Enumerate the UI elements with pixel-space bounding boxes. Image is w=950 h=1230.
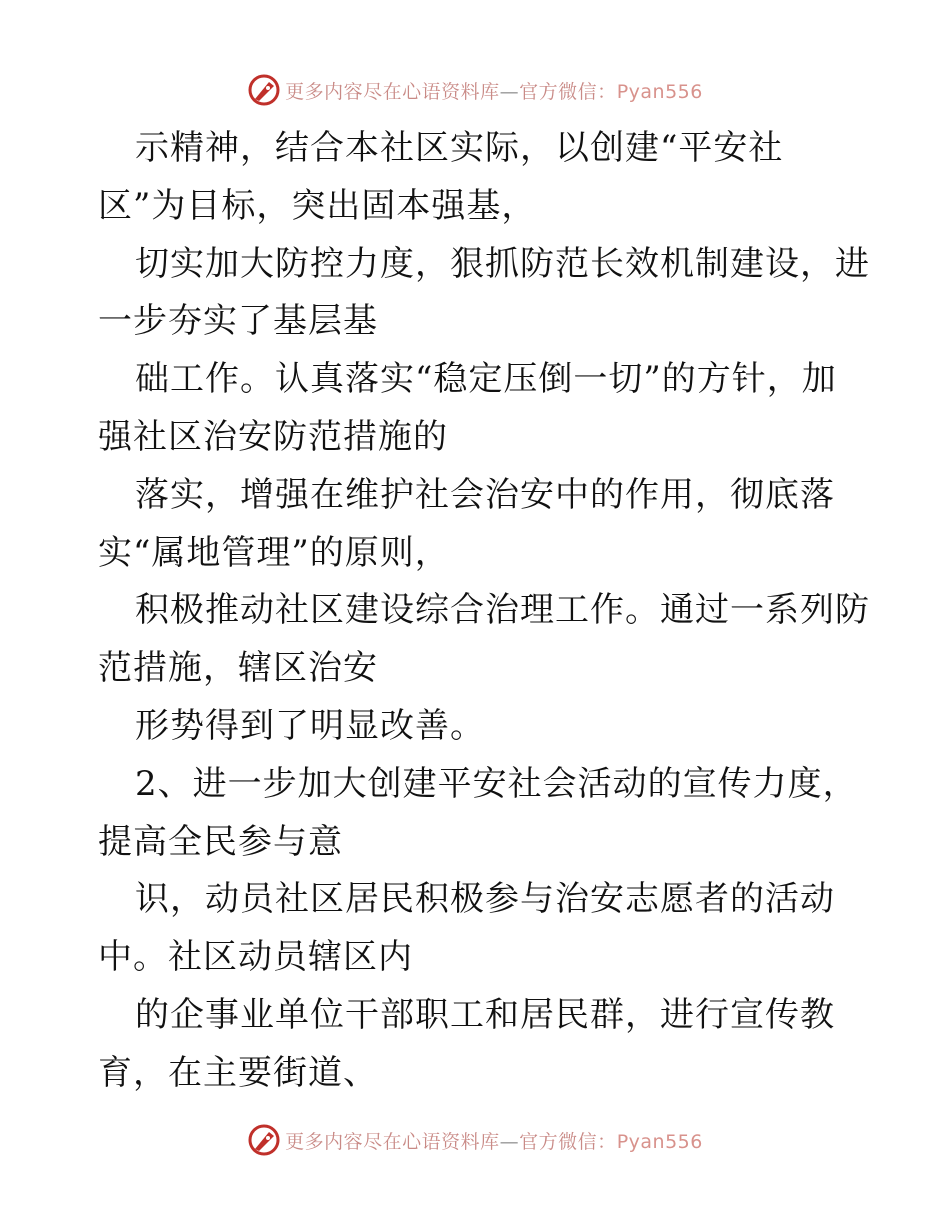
text-line: 础工作。认真落实“稳定压倒一切”的方针，加 [135,359,837,400]
wechat-id: Pyan556 [616,80,703,103]
wechat-label: 官方微信： [519,1130,617,1153]
text-line: 的企事业单位干部职工和居民群，进行宣传教 [135,994,835,1035]
wechat-id: Pyan556 [616,1130,703,1153]
watermark-separator: — [499,80,520,103]
text-line: 区”为目标，突出固本强基， [98,185,537,226]
header-watermark [0,70,950,110]
text-line: 强社区治安防范措施的 [98,416,448,457]
text-line: 示精神，结合本社区实际，以创建“平安社 [135,128,784,168]
text-line: 2、进一步加大创建平安社会活动的宣传力度， [135,763,858,804]
pen-nib-logo-icon [247,1123,281,1157]
text-line: 形势得到了明显改善。 [135,705,485,746]
text-line: 提高全民参与意 [98,821,343,862]
watermark-text: 更多内容尽在心语资料库 [285,80,500,103]
text-line: 育，在主要街道、 [98,1052,378,1093]
document-body [98,120,870,1103]
watermark-separator: — [499,1130,520,1153]
text-line: 实“属地管理”的原则， [98,532,450,573]
text-line: 中。社区动员辖区内 [98,937,413,978]
text-line: 一步夯实了基层基 [98,301,378,342]
text-line: 识，动员社区居民积极参与治安志愿者的活动 [135,879,835,920]
watermark-text: 更多内容尽在心语资料库 [285,1130,500,1153]
wechat-label: 官方微信： [519,80,617,103]
pen-nib-logo-icon [247,73,281,107]
text-line: 范措施，辖区治安 [98,648,378,689]
text-line: 积极推动社区建设综合治理工作。通过一系列防 [135,590,870,631]
footer-watermark [0,1120,950,1160]
text-line: 落实，增强在维护社会治安中的作用，彻底落 [135,474,835,515]
text-line: 切实加大防控力度，狠抓防范长效机制建设，进 [135,243,870,284]
